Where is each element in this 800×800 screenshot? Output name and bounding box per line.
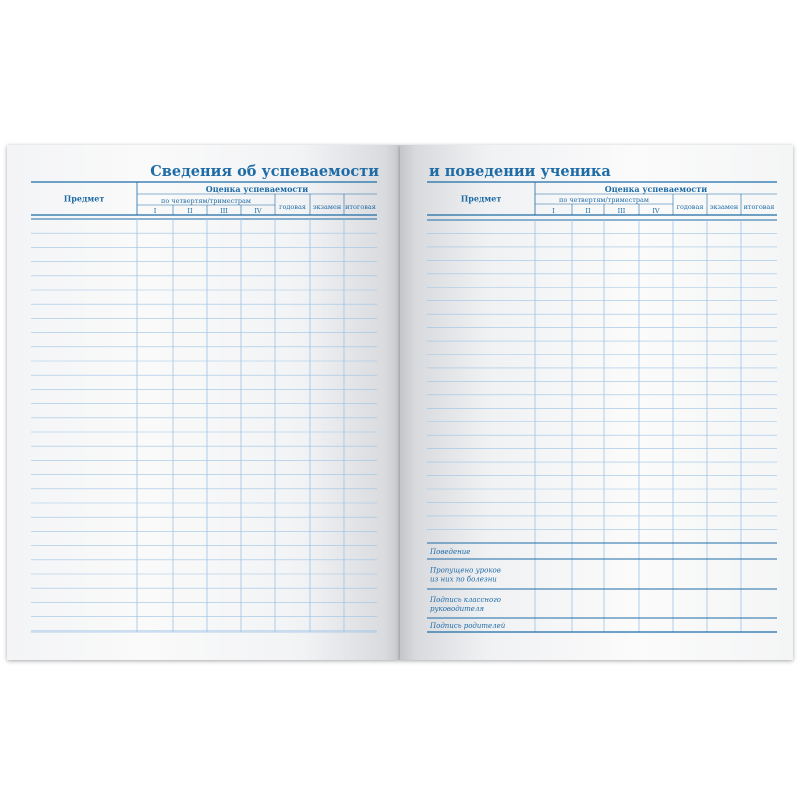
final-header: итоговая [345,203,376,211]
grades-header: Оценка успеваемости [205,184,309,194]
grades-header: Оценка успеваемости [604,184,708,194]
quarter-column-label: II [187,207,193,215]
left-page-title: Сведения об успеваемости [150,163,379,180]
footer-row-label: руководителя [430,605,485,613]
footer-row-label: Пропущено уроков [430,566,501,575]
footer-row-label: Подпись родителей [430,622,506,630]
footer-row-label: Поведение [430,548,471,556]
right-page-title: и поведении ученика [429,163,611,180]
quarter-column-label: I [153,207,157,215]
right-grade-table [400,145,793,660]
quarters-header: по четвертям/триместрам [161,197,251,205]
quarter-column-label: IV [254,207,262,215]
final-header: итоговая [743,203,775,211]
left-grade-table [7,145,400,660]
annual-header: годовая [676,203,704,211]
footer-row-label: из них по болезни [430,575,497,584]
exam-header: экзамен [709,203,739,211]
annual-header: годовая [279,203,306,211]
left-page [7,145,400,660]
quarter-column-label: III [220,207,228,215]
exam-header: экзамен [312,203,342,211]
quarter-column-label: II [585,207,591,215]
subject-header: Предмет [63,193,105,204]
quarter-column-label: III [617,207,626,215]
right-page [400,145,793,660]
subject-header: Предмет [460,193,502,204]
quarter-column-label: IV [652,207,660,215]
quarters-header: по четвертям/триместрам [559,196,649,204]
footer-row-label: Подпись классного [430,596,501,604]
quarter-column-label: I [552,207,555,215]
